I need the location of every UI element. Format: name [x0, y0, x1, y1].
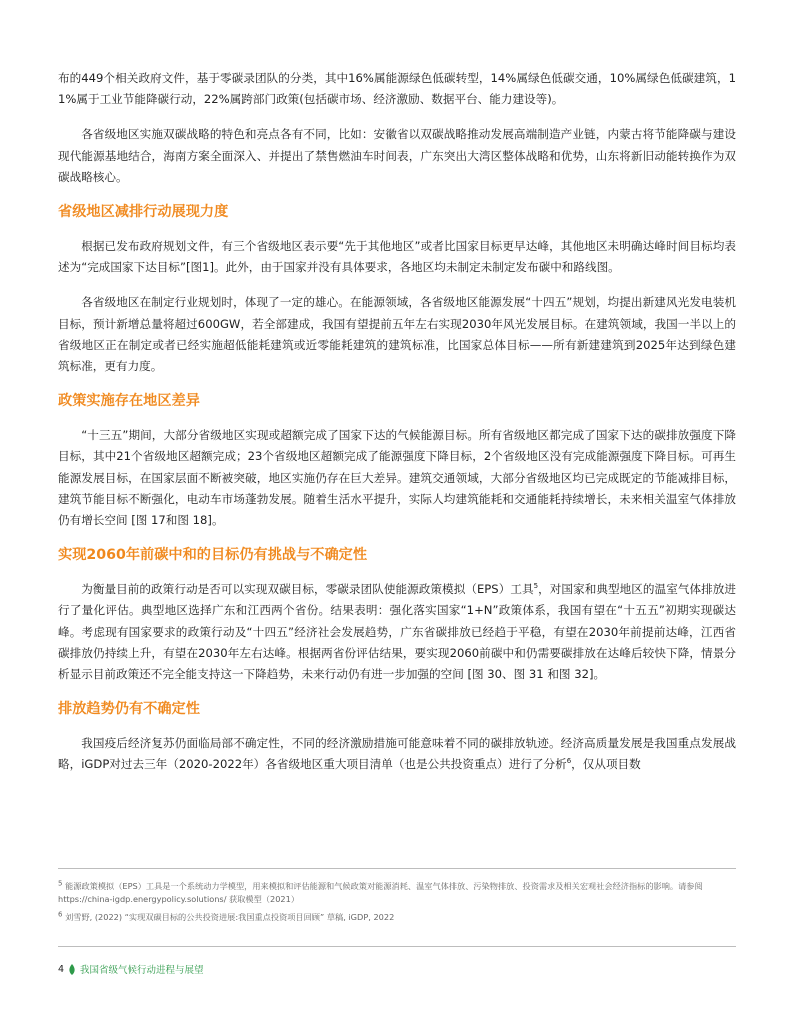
- footnote-divider: [58, 868, 736, 869]
- page-number: 4: [58, 963, 65, 975]
- footnote-6: [58, 911, 736, 924]
- footnote-marker: 6: [58, 910, 63, 919]
- section-heading: 排放趋势仍有不确定性: [58, 701, 200, 718]
- paragraph: 各省级地区在制定行业规划时，体现了一定的雄心。在能源领域，各省级地区能源发展“十四五”规划，均提出新建风光发电装机目标，预计新增总量将超过600GW，若全部建成，我国有望提前五年左右实现2030年风光发展目标。在建筑领域，我国一半以上的省级地区正在制定或者已经实施超低能耗建筑或近零能耗建筑的建筑标准，比国家总体目标——所有新建建筑到2025年达到绿色建筑标准，更有力度。: [58, 295, 736, 374]
- footer-divider: [58, 946, 736, 947]
- paragraph: 布的449个相关政府文件，基于零碳录团队的分类，其中16%属能源绿色低碳转型，14%属绿色低碳交通，10%属绿色低碳建筑，11%属于工业节能降碳行动，22%属跨部门政策(包括碳市场、经济激励、数据平台、能力建设等)。: [58, 71, 736, 107]
- footnote-text: 能源政策模拟（EPS）工具是一个系统动力学模型，用来模拟和评估能源和气候政策对能源消耗、温室气体排放、污染物排放、投资需求及相关宏观社会经济指标的影响。请参阅https://china-igdp.energypolicy.solutions/ 获取模型（2021）: [58, 881, 703, 904]
- footnote-text: 刘雪野, (2022) “实现双碳目标的公共投资进展:我国重点投资项目回顾” 草稿, iGDP, 2022: [65, 912, 395, 922]
- leaf-icon: [68, 964, 76, 975]
- text: 为衡量目前的政策行动是否可以实现双碳目标，零碳录团队使能源政策模拟（EPS）工具: [81, 582, 534, 597]
- footer-title: 我国省级气候行动进程与展望: [80, 965, 204, 976]
- page-footer: [58, 962, 204, 976]
- text: ，对国家和典型地区的温室气体排放进行了量化评估。典型地区选择广东和江西两个省份。结果表明：强化落实国家“1+N”政策体系，我国有望在“十五五”初期实现碳达峰。考虑现有国家要求的政策行动及“十四五”经济社会发展趋势，广东省碳排放已经趋于平稳，有望在2030年前提前达峰，江西省碳排放仍持续上升，有望在2030年左右达峰。根据两省份评估结果，要实现2060前碳中和仍需要碳排放在达峰后较快下降，情景分析显示目前政策还不完全能支持这一下降趋势，未来行动仍有进一步加强的空间 [图 30、图 31 和图 32]。: [58, 582, 736, 682]
- text: ，仅从项目数: [571, 757, 641, 772]
- footnote-ref[interactable]: 5: [533, 582, 539, 591]
- section-heading: 实现2060年前碳中和的目标仍有挑战与不确定性: [58, 547, 368, 564]
- section-heading: 政策实施存在地区差异: [58, 393, 200, 410]
- footnote-5: [58, 880, 736, 906]
- footnote-marker: 5: [58, 879, 63, 888]
- footnote-ref[interactable]: 6: [566, 757, 572, 766]
- paragraph: [58, 733, 736, 775]
- page-content: [58, 68, 736, 790]
- section-heading: 省级地区减排行动展现力度: [58, 204, 229, 221]
- paragraph: 各省级地区实施双碳战略的特色和亮点各有不同，比如：安徽省以双碳战略推动发展高端制造产业链，内蒙古将节能降碳与建设现代能源基地结合，海南方案全面深入、并提出了禁售燃油车时间表，广东突出大湾区整体战略和优势，山东将新旧动能转换作为双碳战略核心。: [58, 127, 736, 184]
- paragraph: 根据已发布政府规划文件，有三个省级地区表示要“先于其他地区”或者比国家目标更早达峰，其他地区未明确达峰时间目标均表述为“完成国家下达目标”[图1]。此外，由于国家并没有具体要求，各地区均未制定未制定发布碳中和路线图。: [58, 239, 736, 275]
- text: 我国疫后经济复苏仍面临局部不确定性，不同的经济激励措施可能意味着不同的碳排放轨迹。经济高质量发展是我国重点发展战略，iGDP对过去三年（2020-2022年）各省级地区重大项目清单（也是公共投资重点）进行了分析: [58, 736, 736, 772]
- paragraph: “十三五”期间，大部分省级地区实现或超额完成了国家下达的气候能源目标。所有省级地区都完成了国家下达的碳排放强度下降目标，其中21个省级地区超额完成；23个省级地区超额完成了能源强度下降目标，2个省级地区没有完成能源强度下降目标。可再生能源发展目标，在国家层面不断被突破，地区实施仍存在巨大差异。建筑交通领域，大部分省级地区均已完成既定的节能减排目标，建筑节能目标不断强化，电动车市场蓬勃发展。随着生活水平提升，实际人均建筑能耗和交通能耗持续增长，未来相关温室气体排放仍有增长空间 [图 17和图 18]。: [58, 428, 736, 528]
- paragraph: [58, 579, 736, 685]
